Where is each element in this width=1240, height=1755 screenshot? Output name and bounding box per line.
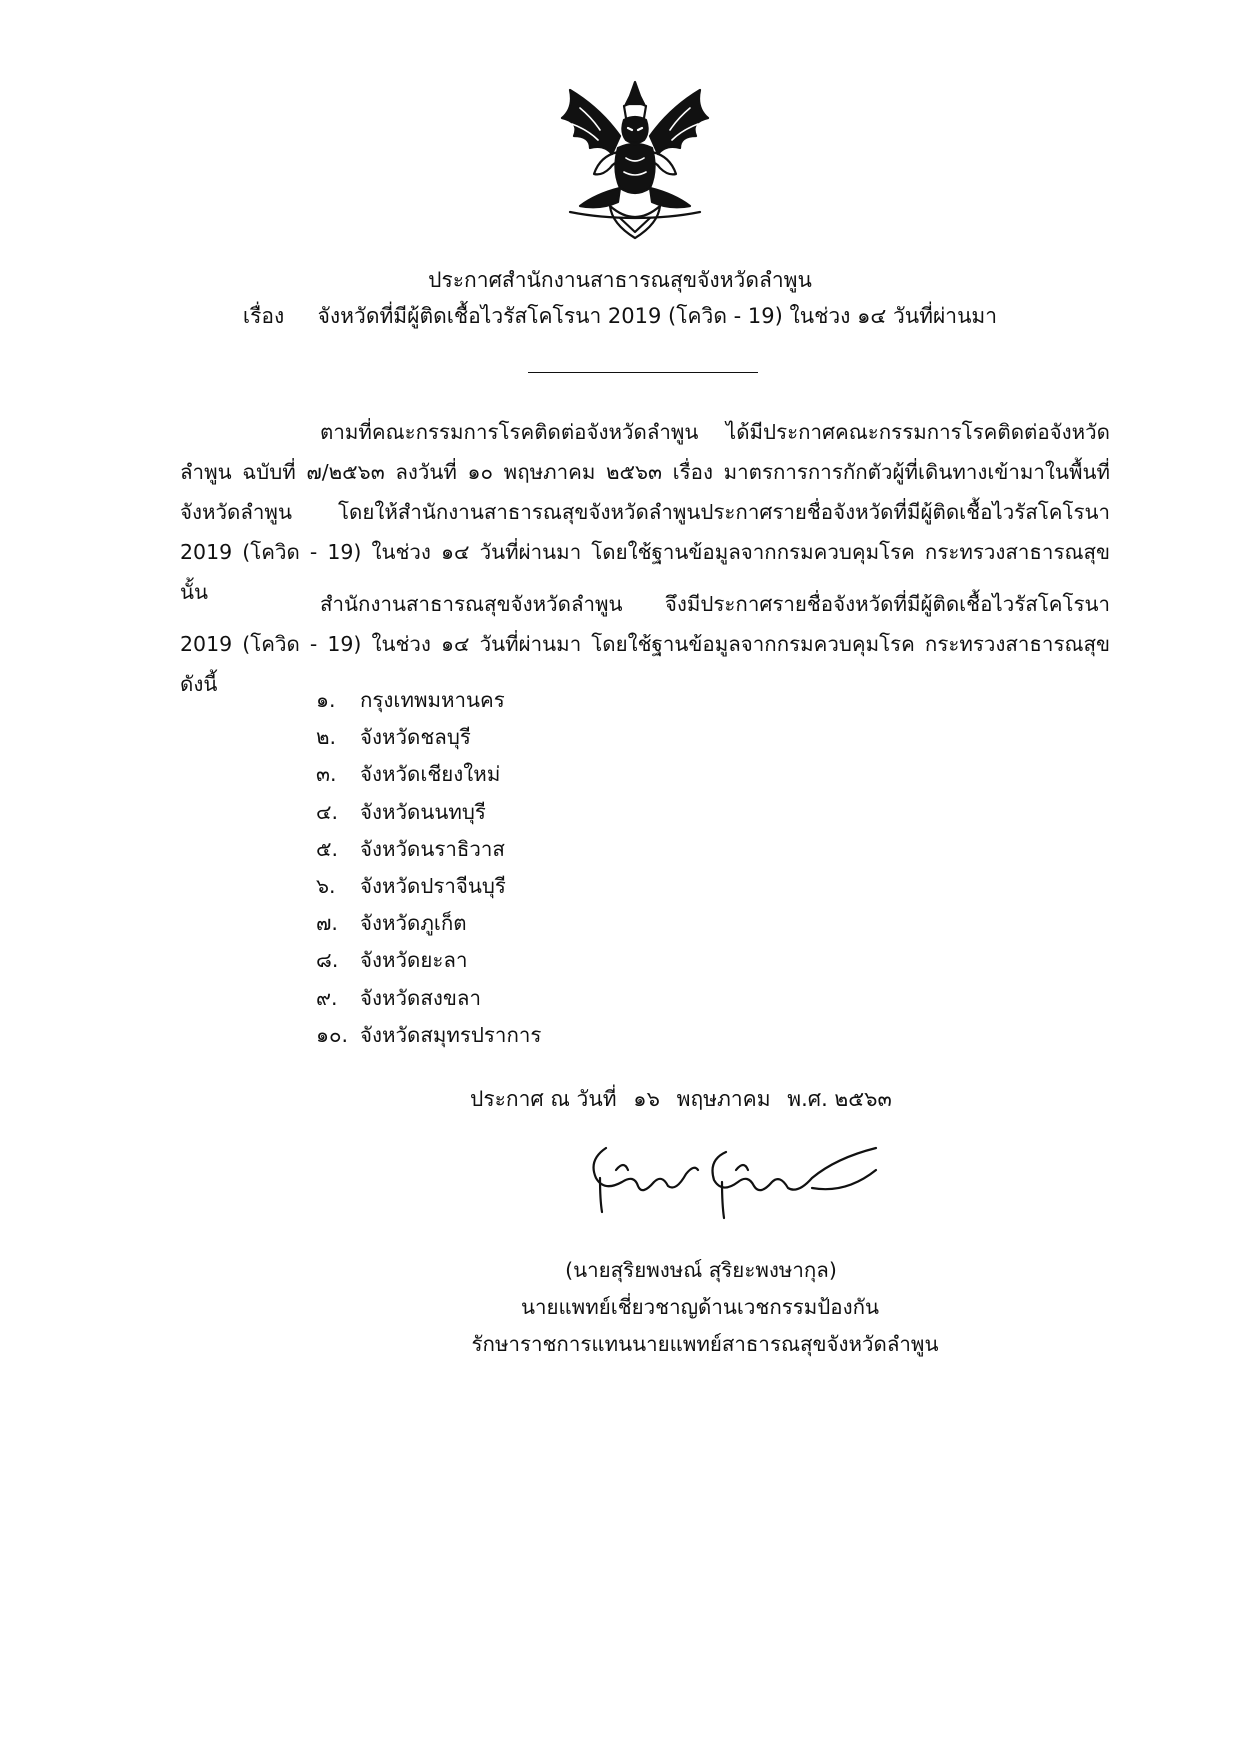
list-item <box>316 831 541 868</box>
list-item-name: จังหวัดยะลา <box>360 948 468 973</box>
signer-position: นายแพทย์เชี่ยวชาญด้านเวชกรรมป้องกัน <box>520 1295 880 1319</box>
subject-label: เรื่อง <box>242 304 285 328</box>
list-item-name: จังหวัดนราธิวาส <box>360 836 505 861</box>
list-item-number: ๔. <box>316 799 339 824</box>
list-item-number: ๕. <box>316 836 339 861</box>
signer-name: (นายสุริยพงษณ์ สุริยะพงษากุล) <box>565 1258 837 1282</box>
list-item-name: จังหวัดสงขลา <box>360 985 481 1010</box>
list-item <box>316 756 541 793</box>
paragraph-1 <box>180 412 1110 612</box>
list-item-number: ๘. <box>316 948 339 973</box>
list-item <box>316 1017 541 1054</box>
list-item-name: จังหวัดสมุทรปราการ <box>360 1022 542 1047</box>
announcement-date <box>470 1083 902 1116</box>
document-subject <box>0 298 1240 334</box>
date-prefix: ประกาศ ณ วันที่ <box>470 1087 617 1111</box>
list-item <box>316 868 541 905</box>
paragraph-1-text: ตามที่คณะกรรมการโรคติดต่อจังหวัดลำพูน ได้มีประกาศคณะกรรมการโรคติดต่อจังหวัดลำพูน ฉบับที่ ๗/๒๕๖๓ ลงวันที่ ๑๐ พฤษภาคม ๒๕๖๓ เรื่อง มาตรการการกักตัวผู้ที่เดินทางเข้ามาในพื้นที่จังหวัดลำพูน โดยให้สำนักงานสาธารณสุขจังหวัดลำพูนประกาศรายชื่อจังหวัดที่มีผู้ติดเชื้อไวรัสโคโรนา 2019 (โควิด - 19) ในช่วง ๑๔ วันที่ผ่านมา โดยใช้ฐานข้อมูลจากกรมควบคุมโรค กระทรวงสาธารณสุข นั้น <box>180 420 1110 604</box>
list-item-number: ๑๐. <box>316 1022 349 1047</box>
date-day: ๑๖ <box>633 1087 660 1111</box>
subject-text: จังหวัดที่มีผู้ติดเชื้อไวรัสโคโรนา 2019 (โควิด - 19) ในช่วง ๑๔ วันที่ผ่านมา <box>317 304 998 328</box>
list-item-name: จังหวัดเชียงใหม่ <box>360 762 501 787</box>
signer-acting-position: รักษาราชการแทนนายแพทย์สาธารณสุขจังหวัดลำพูน <box>471 1332 939 1356</box>
list-item <box>316 942 541 979</box>
list-item-number: ๑. <box>316 688 336 712</box>
list-item <box>316 794 541 831</box>
list-item-number: ๒. <box>316 725 337 750</box>
document-title: ประกาศสำนักงานสาธารณสุขจังหวัดลำพูน <box>428 268 812 292</box>
list-item-number: ๖. <box>316 874 336 899</box>
garuda-emblem-icon <box>540 78 730 248</box>
list-item-number: ๙. <box>316 985 338 1010</box>
title-block <box>0 262 1240 334</box>
province-list <box>316 682 541 1054</box>
list-item-name: จังหวัดปราจีนบุรี <box>360 874 506 899</box>
list-item-name: จังหวัดชลบุรี <box>360 725 471 750</box>
list-item-name: กรุงเทพมหานคร <box>360 688 505 712</box>
paragraph-2-text: สำนักงานสาธารณสุขจังหวัดลำพูน จึงมีประกาศรายชื่อจังหวัดที่มีผู้ติดเชื้อไวรัสโคโรนา 2019 (โควิด - 19) ในช่วง ๑๔ วันที่ผ่านมา โดยใช้ฐานข้อมูลจากกรมควบคุมโรค กระทรวงสาธารณสุข ดังนี้ <box>180 592 1110 696</box>
list-item <box>316 682 541 719</box>
date-month: พฤษภาคม <box>676 1087 771 1111</box>
list-item <box>316 719 541 756</box>
list-item-number: ๓. <box>316 762 337 787</box>
list-item <box>316 980 541 1017</box>
signer-block <box>0 1252 1240 1363</box>
title-divider <box>528 372 758 373</box>
list-item <box>316 905 541 942</box>
list-item-number: ๗. <box>316 911 338 936</box>
handwritten-signature <box>576 1130 896 1240</box>
list-item-name: จังหวัดภูเก็ต <box>360 911 467 936</box>
date-year: พ.ศ. ๒๕๖๓ <box>787 1087 892 1111</box>
list-item-name: จังหวัดนนทบุรี <box>360 799 486 824</box>
